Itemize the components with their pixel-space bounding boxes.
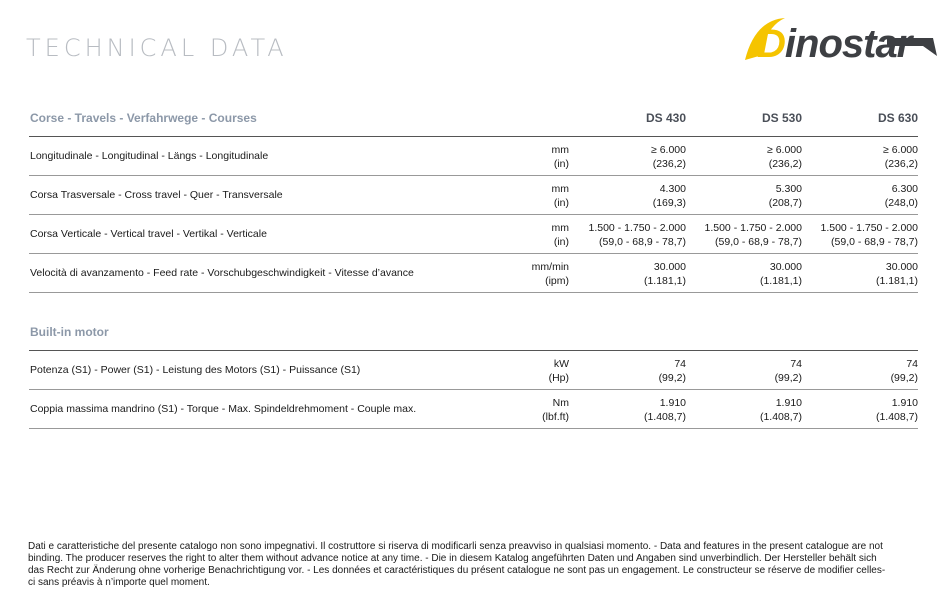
row-value: 1.910 (1.408,7): [759, 397, 802, 423]
row-value: 1.910 (1.408,7): [643, 397, 686, 423]
row-label: Potenza (S1) - Power (S1) - Leistung des Motors (S1) - Puissance (S1): [30, 364, 361, 376]
row-label: Coppia massima mandrino (S1) - Torque - Max. Spindeldrehmoment - Couple max.: [30, 403, 417, 415]
row-label: Corsa Trasversale - Cross travel - Quer - Transversale: [30, 189, 283, 201]
travels-title: Corse - Travels - Verfahrwege - Courses: [30, 111, 257, 125]
row-value: 1.500 - 1.750 - 2.000 (59,0 - 68,9 - 78,7): [820, 222, 918, 248]
row-unit: mm (in): [551, 144, 569, 170]
row-value: 4.300 (169,3): [652, 183, 686, 209]
row-value: 74 (99,2): [658, 358, 686, 384]
row-value: 74 (99,2): [890, 358, 918, 384]
row-value: ≥ 6.000 (236,2): [767, 144, 802, 170]
model-header-ds530: DS 530: [761, 111, 802, 125]
travels-header: [29, 100, 918, 137]
row-unit: Nm (lbf.ft): [542, 397, 569, 423]
row-unit: mm (in): [551, 183, 569, 209]
table-row: [29, 137, 918, 176]
logo-rest: inostar: [784, 22, 912, 66]
table-row: [29, 254, 918, 293]
motor-section: [29, 314, 918, 429]
row-unit: kW (Hp): [548, 358, 569, 384]
table-row: [29, 351, 918, 390]
table-row: [29, 176, 918, 215]
model-header-ds630: DS 630: [877, 111, 918, 125]
row-value: 30.000 (1.181,1): [759, 261, 802, 287]
row-value: 30.000 (1.181,1): [643, 261, 686, 287]
disclaimer-text: Dati e caratteristiche del presente catalogo non sono impegnativi. Il costruttore si riserva di modificarli senza preavviso in qualsiasi momento. - Data and features in the present catalogue are not binding. The producer reserves the right to alter them without advance notice at any time. - Die in diesem Katalog angeführten Daten und Angaben sind unverbindlich. Der Hersteller behält sich das Recht zur Änderung ohne vorherige Benachrichtigung vor. - Les données et caractéristiques du présent catalogue ne sont pas un engagement. Le constructeur se réserve de modifier celles-ci sans préavis à n’importe quel moment.: [28, 541, 886, 588]
row-value: 1.500 - 1.750 - 2.000 (59,0 - 68,9 - 78,7): [588, 222, 686, 248]
row-label: Longitudinale - Longitudinal - Längs - Longitudinale: [30, 150, 269, 162]
row-value: 1.910 (1.408,7): [875, 397, 918, 423]
row-unit: mm/min (ipm): [531, 261, 569, 287]
logo-initial: D: [757, 22, 785, 66]
model-header-ds430: DS 430: [645, 111, 686, 125]
row-value: ≥ 6.000 (236,2): [883, 144, 918, 170]
table-row: [29, 390, 918, 429]
row-value: 5.300 (208,7): [768, 183, 802, 209]
row-value: ≥ 6.000 (236,2): [651, 144, 686, 170]
row-value: 1.500 - 1.750 - 2.000 (59,0 - 68,9 - 78,7): [704, 222, 802, 248]
row-value: 74 (99,2): [774, 358, 802, 384]
row-unit: mm (in): [551, 222, 569, 248]
travels-section: [29, 100, 918, 293]
row-value: 30.000 (1.181,1): [875, 261, 918, 287]
page-title: TECHNICAL DATA: [26, 34, 288, 62]
table-row: [29, 215, 918, 254]
motor-header: [29, 314, 918, 351]
row-value: 6.300 (248,0): [884, 183, 918, 209]
dinostar-logo: [737, 16, 937, 74]
row-label: Corsa Verticale - Vertical travel - Vertikal - Verticale: [30, 228, 267, 240]
motor-title: Built-in motor: [30, 325, 109, 339]
row-label: Velocità di avanzamento - Feed rate - Vorschubgeschwindigkeit - Vitesse d’avance: [30, 267, 414, 279]
logo-wordmark: [757, 18, 911, 70]
